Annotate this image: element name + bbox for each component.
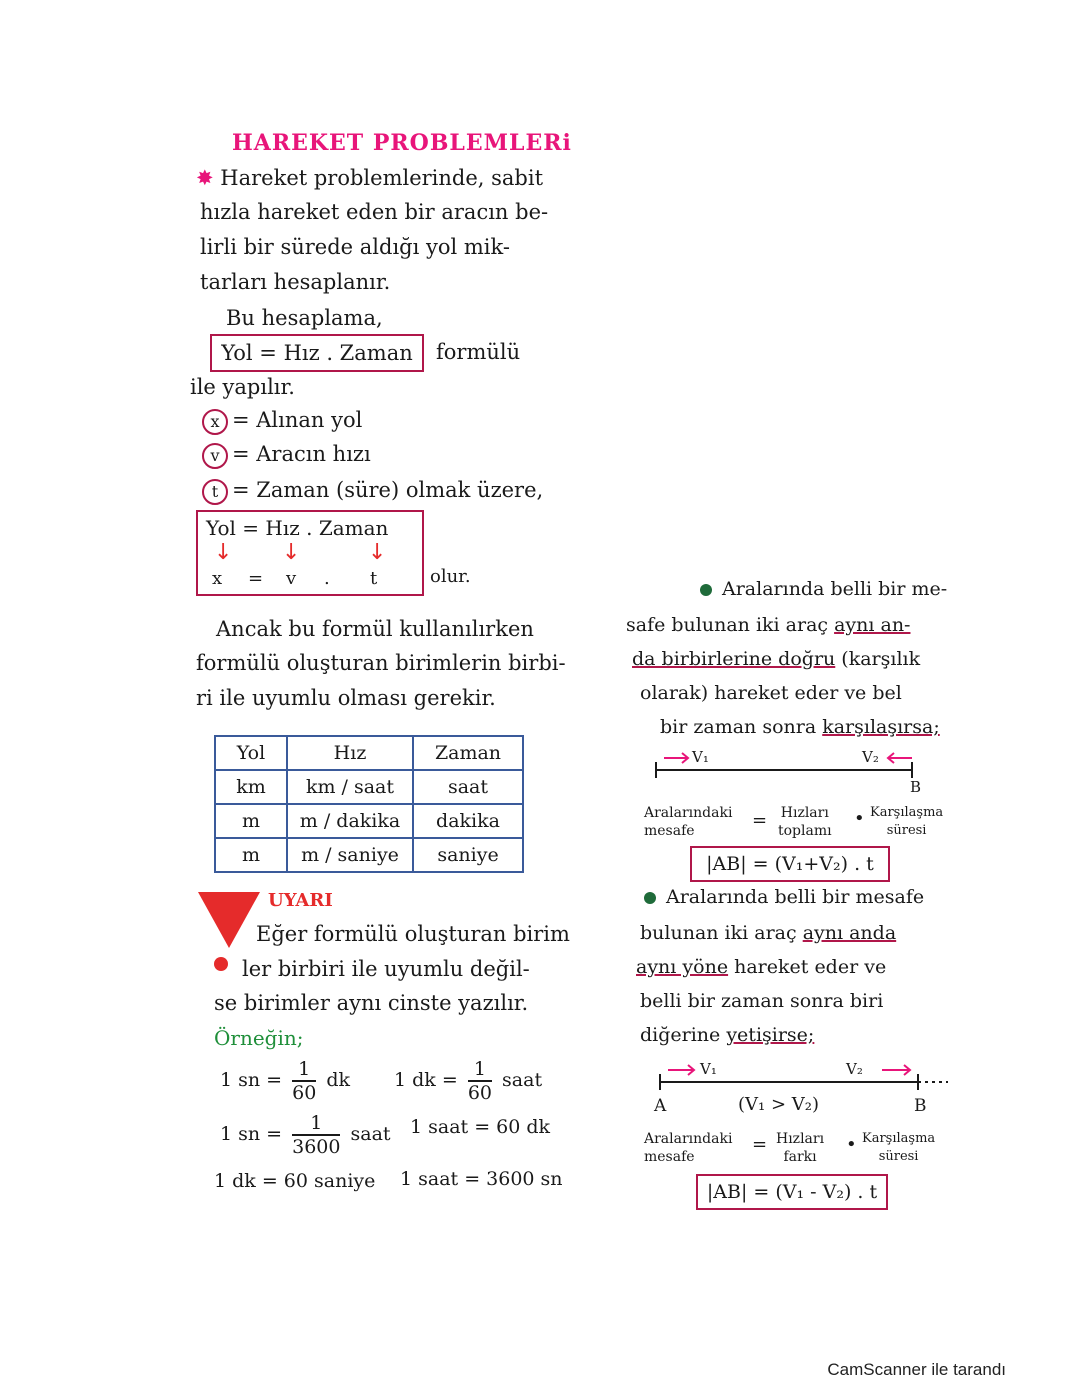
warning-line-2: ler birbiri ile uyumlu değil- [242, 957, 530, 981]
chase-diagram [654, 1060, 950, 1090]
arrow-down-icon: ↓ [214, 540, 233, 565]
intro-line-2: hızla hareket eden bir aracın be- [200, 200, 549, 224]
meeting-label-eq: = [752, 810, 768, 831]
intro-line-1: ✸ Hareket problemlerinde, sabit [196, 166, 544, 190]
warning-label: UYARI [268, 890, 333, 911]
table-cell: saniye [413, 838, 523, 872]
meeting-line-3: da birbirlerine doğru (karşılık [632, 648, 921, 670]
meeting-line-2: safe bulunan iki araç aynı an- [626, 614, 911, 636]
chase-formula: |AB| = (V₁ - V₂) . t [706, 1181, 878, 1203]
definition-v: v = Aracın hızı [202, 442, 371, 469]
chase-label-dot: • [846, 1134, 857, 1155]
example-label: Örneğin; [214, 1026, 304, 1050]
scanner-footer: CamScanner ile tarandı [827, 1360, 1006, 1379]
fraction: $\frac{1}{3600}$ [292, 1112, 341, 1158]
chase-line-1: Aralarında belli bir mesafe [644, 886, 924, 908]
table-row [215, 770, 523, 804]
chase-label-speed: Hızları farkı [776, 1131, 825, 1165]
chase-v2: V₂ [846, 1060, 863, 1078]
table-row [215, 838, 523, 872]
table-cell: m / saniye [287, 838, 413, 872]
table-cell: m [215, 804, 287, 838]
arrow-down-icon: ↓ [368, 540, 387, 565]
meeting-formula: |AB| = (V₁+V₂) . t [706, 853, 874, 875]
formula-var-x: x [212, 568, 223, 589]
meeting-v1: V₁ [692, 748, 709, 766]
symbol-x: x [202, 409, 228, 435]
chase-label-distance: Aralarındaki mesafe [644, 1131, 733, 1165]
note-line-1: Ancak bu formül kullanılırken [216, 617, 534, 641]
chase-label-time: Karşılaşma süresi [862, 1131, 936, 1164]
table-cell: km [215, 770, 287, 804]
main-formula-box [210, 334, 424, 372]
chase-v1: V₁ [700, 1060, 717, 1078]
formula-box-top: Yol = Hız . Zaman [206, 516, 389, 540]
table-cell: m [215, 838, 287, 872]
chase-formula-box [696, 1174, 888, 1210]
meeting-line-4: olarak) hareket eder ve bel [640, 682, 902, 704]
table-cell: km / saat [287, 770, 413, 804]
meeting-label-time: Karşılaşma süresi [870, 805, 944, 838]
chase-condition: (V₁ > V₂) [738, 1094, 819, 1115]
chase-line-2: bulunan iki araç aynı anda [640, 922, 897, 944]
arrow-down-icon: ↓ [282, 540, 301, 565]
formula-eq: = [248, 568, 264, 589]
note-line-2: formülü oluşturan birimlerin birbi- [196, 651, 566, 675]
chase-point-b: B [914, 1096, 927, 1116]
main-formula: Yol = Hız . Zaman [221, 341, 413, 365]
intro-line-3: lirli bir sürede aldığı yol mik- [200, 235, 510, 259]
table-cell: saat [413, 770, 523, 804]
fraction: $\frac{1}{60}$ [467, 1058, 492, 1104]
conversion-sn-dk: 1 sn = $\frac{1}{60}$ dk [220, 1058, 351, 1104]
table-row [215, 804, 523, 838]
meeting-label-distance: Aralarındaki mesafe [644, 805, 733, 839]
chase-line-4: belli bir zaman sonra biri [640, 990, 884, 1012]
meeting-point-b: B [910, 778, 922, 796]
table-header: Zaman [413, 736, 523, 770]
page-title: HAREKET PROBLEMLERi [232, 130, 572, 156]
chase-line-3: aynı yöne hareket eder ve [636, 956, 887, 978]
done-line: ile yapılır. [190, 375, 295, 399]
table-cell: dakika [413, 804, 523, 838]
meeting-label-speed: Hızları toplamı [778, 805, 832, 839]
chase-line-5: diğerine yetişirse; [640, 1024, 815, 1046]
meeting-formula-box [690, 846, 890, 882]
meeting-line-5: bir zaman sonra karşılaşırsa; [660, 716, 940, 738]
formula-suffix: formülü [436, 340, 521, 364]
formula-box-suffix: olur. [430, 566, 471, 587]
definition-t: t = Zaman (süre) olmak üzere, [202, 478, 543, 505]
warning-line-3: se birimler aynı cinste yazılır. [214, 991, 529, 1015]
conversion-dk-saniye: 1 dk = 60 saniye [214, 1170, 376, 1192]
chase-point-a: A [654, 1096, 667, 1116]
formula-box [196, 510, 424, 596]
symbol-v: v [202, 443, 228, 469]
conversion-sn-saat: 1 sn = $\frac{1}{3600}$ saat [220, 1112, 391, 1158]
meeting-diagram [650, 748, 920, 778]
calc-line: Bu hesaplama, [226, 306, 383, 330]
bullet-dot-icon [700, 584, 712, 596]
formula-var-v: v [286, 568, 297, 589]
chase-label-eq: = [752, 1134, 768, 1155]
units-table [214, 735, 524, 873]
conversion-saat-sn: 1 saat = 3600 sn [400, 1168, 563, 1190]
table-cell: m / dakika [287, 804, 413, 838]
warning-dot-icon [214, 957, 228, 971]
meeting-label-dot: • [854, 808, 865, 829]
warning-line-1: Eğer formülü oluşturan birim [256, 922, 570, 946]
bullet-dot-icon [644, 892, 656, 904]
intro-line-4: tarları hesaplanır. [200, 270, 391, 294]
conversion-dk-saat: 1 dk = $\frac{1}{60}$ saat [394, 1058, 543, 1104]
conversion-saat-dk: 1 saat = 60 dk [410, 1116, 551, 1138]
formula-dot: . [324, 568, 330, 589]
formula-var-t: t [370, 568, 378, 589]
symbol-t: t [202, 479, 228, 505]
table-header: Hız [287, 736, 413, 770]
table-header: Yol [215, 736, 287, 770]
table-header-row [215, 736, 523, 770]
note-line-3: ri ile uyumlu olması gerekir. [196, 686, 496, 710]
fraction: $\frac{1}{60}$ [292, 1058, 317, 1104]
star-bullet-icon: ✸ [196, 166, 214, 190]
meeting-line-1: Aralarında belli bir me- [700, 578, 947, 600]
definition-x: x = Alınan yol [202, 408, 362, 435]
meeting-v2: V₂ [862, 748, 879, 766]
warning-triangle-icon [198, 890, 262, 952]
